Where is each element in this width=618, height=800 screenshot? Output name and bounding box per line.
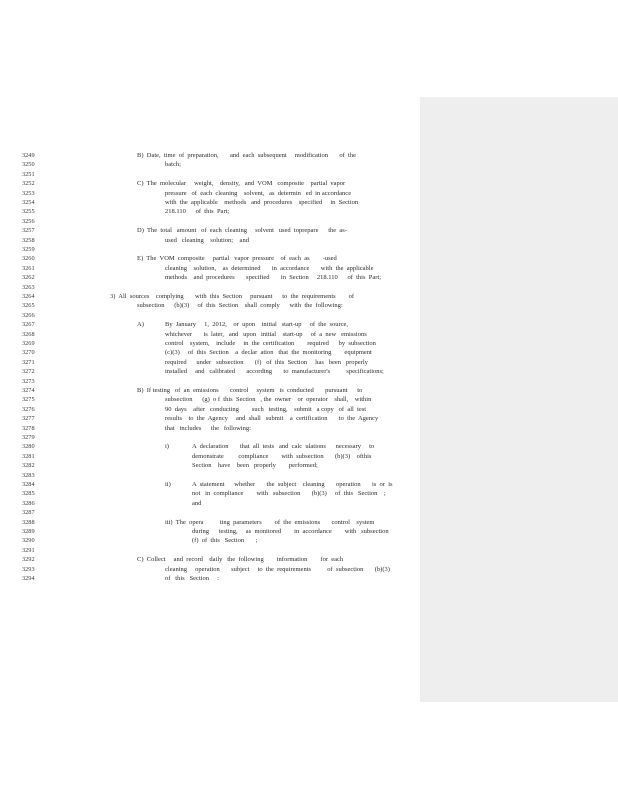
- text-line: (f) of this Section ;: [192, 537, 258, 545]
- text-line: iii) The opera ting parameters of the emissions control system: [165, 518, 375, 526]
- text-line: 90 days after conducting such testing, submit a copy of all test: [165, 405, 367, 413]
- line-number: 3251: [22, 170, 35, 178]
- line-number: 3252: [22, 180, 35, 188]
- text-line: during testing, as monitored in accordance with subsection: [192, 528, 389, 535]
- text-line: subsection (b)(3) of this Section shall comply with the following:: [137, 302, 343, 310]
- line-number: 3281: [22, 452, 35, 460]
- line-number: 3257: [22, 227, 35, 235]
- line-number: 3266: [22, 311, 35, 319]
- line-number: 3253: [22, 189, 35, 197]
- line-number: 3285: [22, 490, 35, 498]
- text-line: Section have been properly performed;: [192, 462, 318, 470]
- text-line: installed and calibrated according to manufacturer's specifications;: [165, 368, 384, 376]
- comment-sidebar: [420, 97, 618, 702]
- text-line: B) If testing of an emissions control system is conducted pursuant to: [137, 387, 363, 394]
- text-line: B) Date, time of preparation, and each subsequent modification of the: [137, 152, 356, 159]
- line-number: 3262: [22, 274, 35, 282]
- text-line: (c)(3) of this Section a declar ation that the monitoring equipment: [165, 349, 372, 357]
- line-number: 3276: [22, 405, 35, 413]
- line-number: 3286: [22, 499, 35, 507]
- text-line: i): [165, 443, 169, 451]
- line-number: 3282: [22, 462, 35, 470]
- line-number: 3268: [22, 330, 35, 338]
- line-number: 3274: [22, 387, 35, 394]
- text-line: E) The VOM composite partial vapor pressure of each as -used: [137, 255, 337, 263]
- line-number: 3273: [22, 377, 35, 385]
- line-number: 3249: [22, 152, 35, 159]
- text-line: of this Section :: [165, 575, 219, 582]
- line-number: 3280: [22, 443, 35, 451]
- text-line: A declaration that all tests and calc ulations necessary to: [192, 443, 375, 451]
- line-number: 3279: [22, 434, 35, 441]
- text-line: methods and procedures specified in Section 218.110 of this Part;: [165, 274, 382, 282]
- line-number: 3254: [22, 199, 35, 206]
- text-line: cleaning operation subject to the requirements of subsection (b)(3): [165, 565, 390, 573]
- line-number: 3265: [22, 302, 35, 310]
- text-line: C) The molecular weight, density, and VOM composite partial vapor: [137, 180, 346, 188]
- line-number: 3294: [22, 575, 35, 582]
- line-number: 3271: [22, 358, 35, 366]
- line-number: 3261: [22, 264, 35, 272]
- text-line: cleaning solution, as determined in accordance with the applicable: [165, 264, 374, 272]
- line-number: 3270: [22, 349, 35, 357]
- text-line: and: [192, 499, 202, 507]
- line-number: 3263: [22, 283, 35, 291]
- line-number: 3267: [22, 321, 35, 329]
- text-line: not in compliance with subsection (b)(3) of this Section ;: [192, 490, 386, 498]
- text-line: subsection (g) o f this Section , the owner or operator shall, within: [165, 396, 372, 404]
- text-line: 218.110 of this Part;: [165, 208, 230, 216]
- text-line: whichever is later, and upon initial start-up of a new emissions: [165, 330, 367, 338]
- line-number: 3277: [22, 415, 35, 423]
- text-line: with the applicable methods and procedures specified in Section: [165, 199, 359, 206]
- line-number: 3293: [22, 565, 35, 573]
- text-line: that includes the following:: [165, 424, 251, 432]
- text-line: C) Collect and record daily the following information for each: [137, 556, 344, 564]
- line-number: 3260: [22, 255, 35, 263]
- text-line: results to the Agency and shall submit a certification to the Agency: [165, 415, 379, 423]
- line-number: 3275: [22, 396, 35, 404]
- line-number: 3259: [22, 246, 35, 253]
- line-number: 3255: [22, 208, 35, 216]
- line-number: 3284: [22, 481, 35, 488]
- text-line: demonstrate compliance with subsection (b)(3) ofthis: [192, 452, 372, 460]
- line-number: 3292: [22, 556, 35, 564]
- text-line: batch;: [165, 161, 181, 169]
- text-line: ii): [165, 481, 171, 488]
- text-line: By January 1, 2012, or upon initial start-up of the source,: [165, 321, 349, 329]
- line-number: 3287: [22, 509, 35, 517]
- text-line: used cleaning solution; and: [165, 236, 249, 244]
- line-number: 3288: [22, 518, 35, 526]
- line-number: 3283: [22, 471, 35, 479]
- text-line: pressure of each cleaning solvent, as determin ed in accordance: [165, 189, 352, 197]
- line-number: 3291: [22, 546, 35, 554]
- text-line: control system, include in the certification required by subsection: [165, 340, 376, 347]
- text-line: A statement whether the subject cleaning operation is or is: [192, 481, 393, 488]
- line-number: 3289: [22, 528, 35, 535]
- text-line: required under subsection (f) of this Section has been properly: [165, 358, 368, 366]
- line-number: 3258: [22, 236, 35, 244]
- line-number: 3290: [22, 537, 35, 545]
- text-line: 3) All sources complying with this Section pursuant to the requirements of: [110, 293, 355, 300]
- text-line: A): [137, 321, 144, 329]
- text-line: D) The total amount of each cleaning solvent used toprepare the as-: [137, 227, 347, 235]
- line-number: 3250: [22, 161, 35, 169]
- line-number: 3278: [22, 424, 35, 432]
- line-number: 3269: [22, 340, 35, 347]
- line-number: 3272: [22, 368, 35, 376]
- line-number: 3256: [22, 217, 35, 225]
- line-number: 3264: [22, 293, 35, 300]
